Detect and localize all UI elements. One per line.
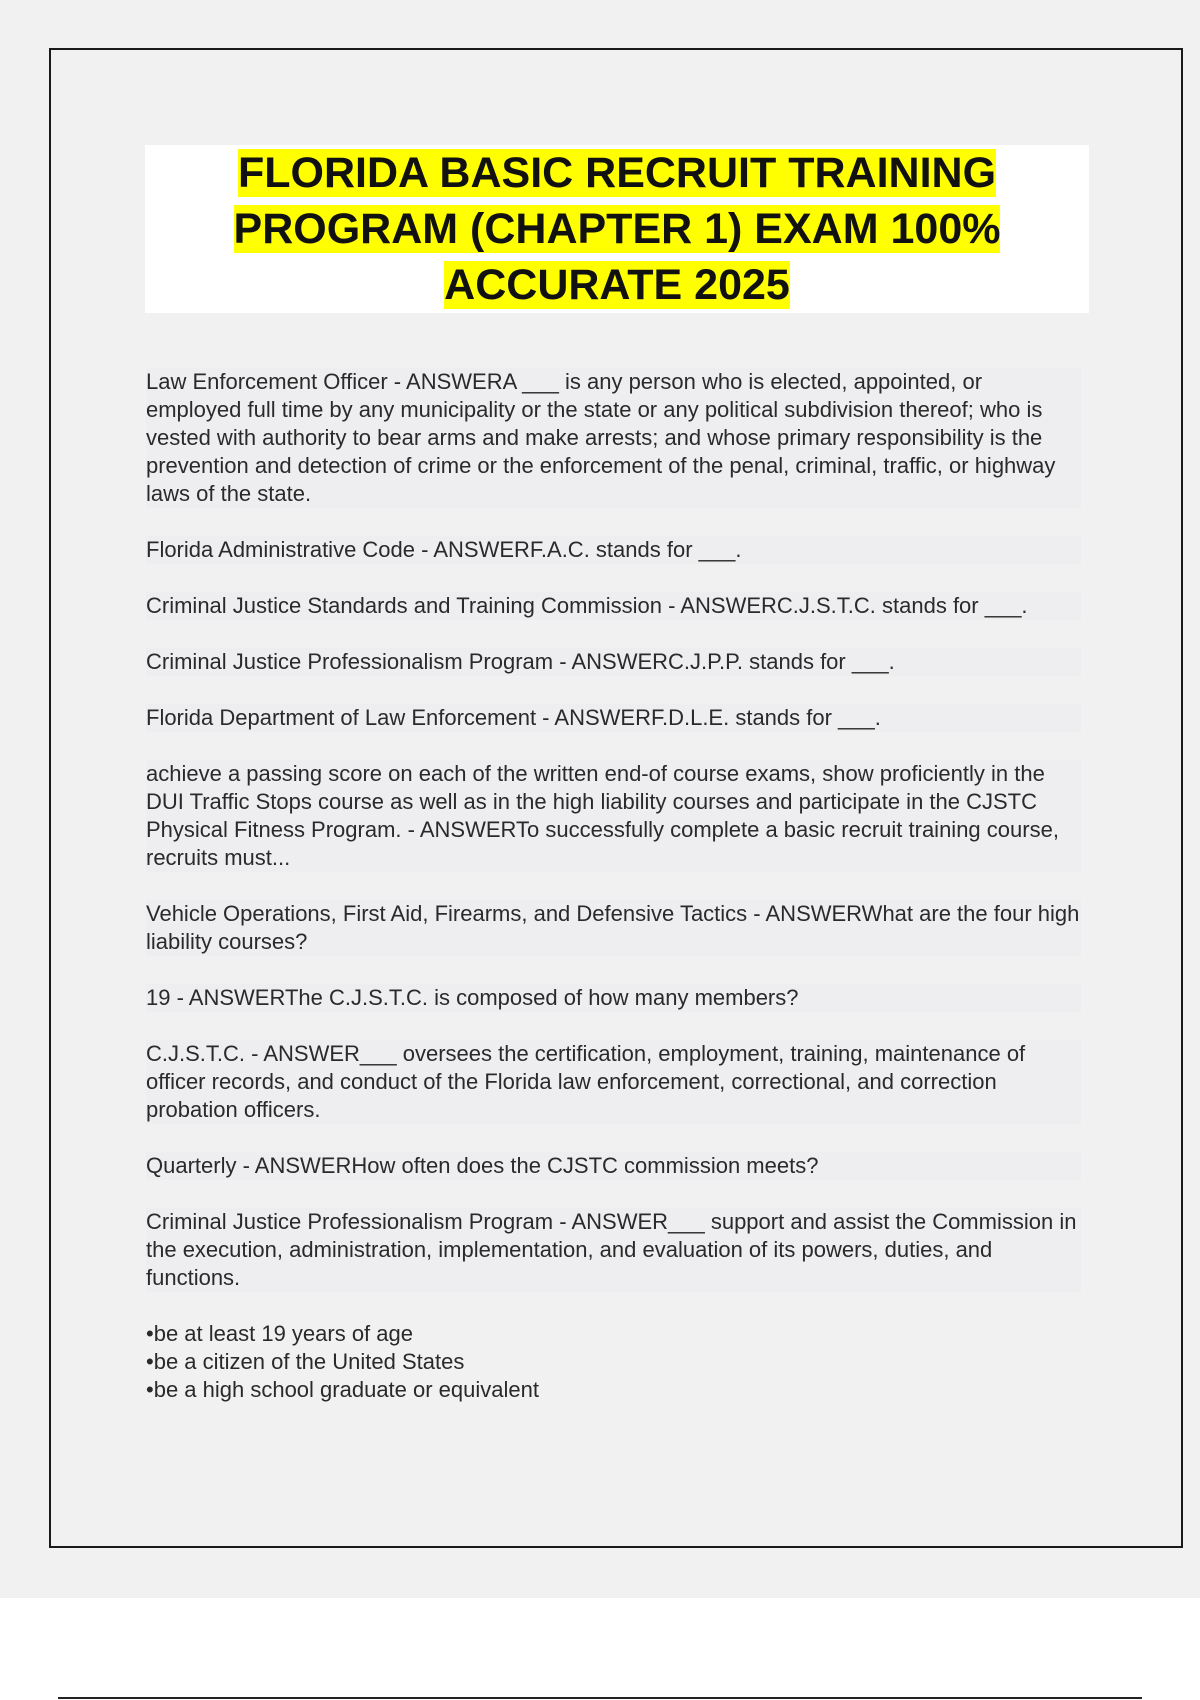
- qa-item: Criminal Justice Professionalism Program - ANSWER___ support and assist the Commission in the execution, administration, implementation, and evaluation of its powers, duties, and functions.: [146, 1208, 1081, 1292]
- qa-item: Florida Department of Law Enforcement - ANSWERF.D.L.E. stands for ___.: [146, 704, 1081, 732]
- list-item: • be a citizen of the United States: [146, 1348, 1081, 1376]
- qa-item: Criminal Justice Standards and Training Commission - ANSWERC.J.S.T.C. stands for ___.: [146, 592, 1081, 620]
- document-title: FLORIDA BASIC RECRUIT TRAINING PROGRAM (CHAPTER 1) EXAM 100% ACCURATE 2025: [233, 149, 1001, 309]
- qa-item: Criminal Justice Professionalism Program - ANSWERC.J.P.P. stands for ___.: [146, 648, 1081, 676]
- document-body: [146, 368, 1081, 1404]
- requirements-list: [146, 1320, 1081, 1404]
- qa-item: Quarterly - ANSWERHow often does the CJSTC commission meets?: [146, 1152, 1081, 1180]
- qa-item: Law Enforcement Officer - ANSWERA ___ is any person who is elected, appointed, or employed full time by any municipality or the state or any political subdivision thereof; who is vested with authority to bear arms and make arrests; and whose primary responsibility is the prevention and detection of crime or the enforcement of the penal, criminal, traffic, or highway laws of the state.: [146, 368, 1081, 508]
- qa-item: C.J.S.T.C. - ANSWER___ oversees the certification, employment, training, maintenance of officer records, and conduct of the Florida law enforcement, correctional, and correction probation officers.: [146, 1040, 1081, 1124]
- list-item: • be at least 19 years of age: [146, 1320, 1081, 1348]
- qa-item: Vehicle Operations, First Aid, Firearms, and Defensive Tactics - ANSWERWhat are the four high liability courses?: [146, 901, 1080, 954]
- qa-item: achieve a passing score on each of the written end-of course exams, show proficiently in the DUI Traffic Stops course as well as in the high liability courses and participate in the CJSTC Physical Fitness Program. - ANSWERTo successfully complete a basic recruit training course, recruits must...: [146, 760, 1081, 872]
- page-divider: [58, 1697, 1142, 1699]
- qa-item: Florida Administrative Code - ANSWERF.A.C. stands for ___.: [146, 536, 1081, 564]
- list-item: • be a high school graduate or equivalent: [146, 1376, 1081, 1404]
- qa-item: 19 - ANSWERThe C.J.S.T.C. is composed of how many members?: [146, 984, 1081, 1012]
- title-box: [145, 145, 1089, 313]
